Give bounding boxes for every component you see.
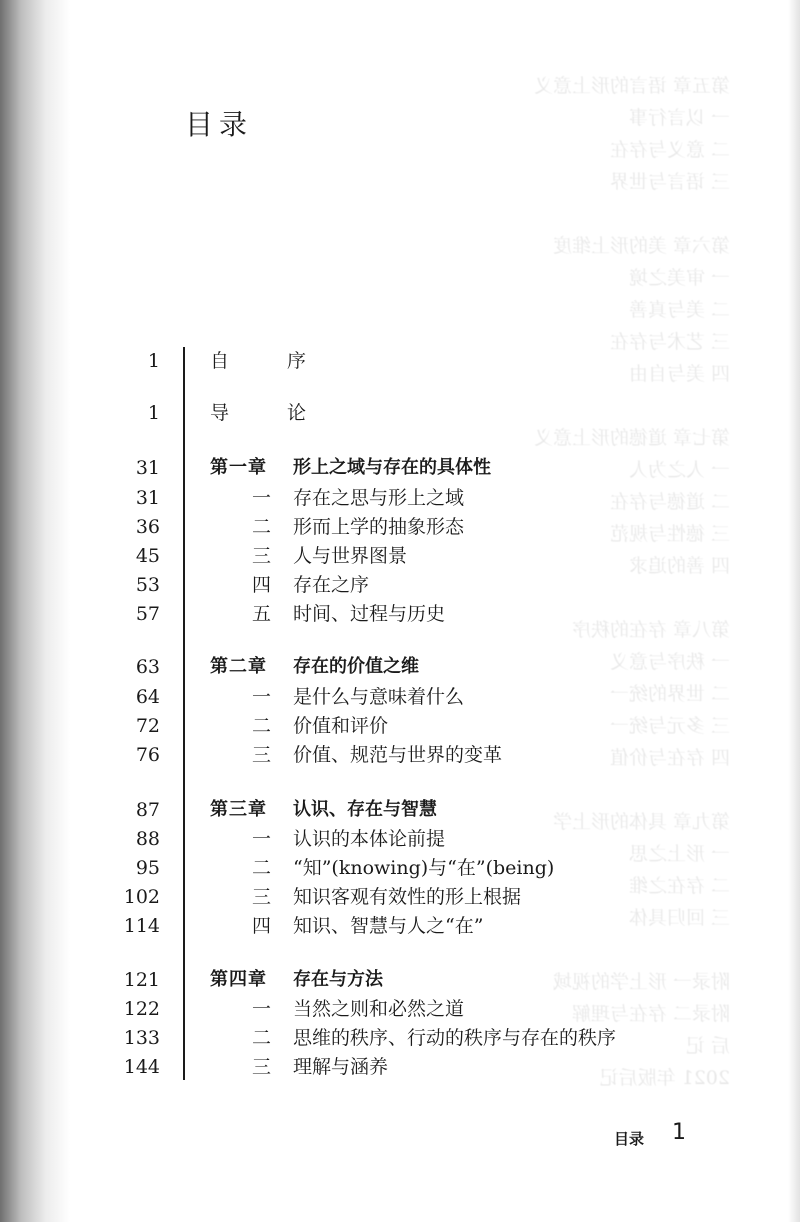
toc-page-number: 88 [135, 828, 160, 850]
toc-entry-label: 导 论 [210, 402, 333, 424]
toc-section-number: 一 [252, 998, 272, 1020]
toc-section-title: 价值和评价 [293, 715, 389, 737]
toc-section-title: 存在之思与形上之域 [293, 487, 465, 509]
toc-chapter-4 [0, 965, 800, 995]
toc-chapter-2 [0, 652, 800, 682]
toc-section-number: 五 [252, 603, 272, 625]
toc-page-number: 63 [135, 656, 160, 678]
toc-section-title: 认识的本体论前提 [293, 828, 446, 850]
toc-section [0, 512, 800, 542]
toc-chapter-title: 形上之域与存在的具体性 [293, 457, 491, 478]
toc-section-title: 当然之则和必然之道 [293, 998, 465, 1020]
toc-section [0, 1052, 800, 1082]
toc-section [0, 882, 800, 912]
toc-chapter-label: 第四章 [210, 969, 267, 990]
toc-chapter-label: 第二章 [210, 656, 267, 677]
toc-section-title: 人与世界图景 [293, 545, 408, 567]
toc-section-title: 是什么与意味着什么 [293, 686, 465, 708]
toc-section-number: 三 [252, 744, 272, 766]
toc-section-number: 四 [252, 915, 272, 937]
toc-section-number: 一 [252, 828, 272, 850]
toc-section-title: 时间、过程与历史 [293, 603, 446, 625]
toc-page-number: 87 [135, 799, 160, 821]
toc-section-number: 一 [252, 487, 272, 509]
toc-section-title: 形而上学的抽象形态 [293, 516, 465, 538]
toc-section [0, 824, 800, 854]
toc-page-number: 95 [135, 857, 160, 879]
toc-entry-preface [0, 346, 800, 376]
toc-section-number: 二 [252, 715, 272, 737]
toc-page-number: 72 [135, 715, 160, 737]
toc-section-title: 理解与涵养 [293, 1056, 389, 1078]
toc-page-number: 102 [123, 886, 160, 908]
toc-page-number: 45 [135, 545, 160, 567]
running-footer-label: 目录 [614, 1130, 645, 1148]
toc-section [0, 911, 800, 941]
toc-chapter-label: 第三章 [210, 799, 267, 820]
toc-section [0, 541, 800, 571]
toc-section-number: 二 [252, 516, 272, 538]
toc-section-title: “知”(knowing)与“在”(being) [293, 857, 555, 879]
toc-section-title: 思维的秩序、行动的秩序与存在的秩序 [293, 1027, 617, 1049]
toc-section-number: 一 [252, 686, 272, 708]
toc-section [0, 1023, 800, 1053]
toc-section-number: 三 [252, 1056, 272, 1078]
toc-page-number: 1 [147, 402, 160, 424]
show-through-text: 第五章 语言的形上意义 一 以言行事 二 意义与存在 三 语言与世界 第六章 美的形上维度 一 审美之境 二 美与真善 三 艺术与存在 四 美与自由 第七章 道德的形上意义 一 人之为人 二 道德与存在 三 德性与规范 四 善的追求 第八章 存在的秩序 一 秩序与意义 二 世界的统一 三 多元与统一 四 存在与价值 第九章 具体的形上学 一 形上之思 二 存在之维 三 回归具体 附录一 形上学的视域 附录二 存在与理解 后 记 2021 年版后记 [533, 75, 730, 1089]
toc-chapter-title: 存在的价值之维 [293, 656, 419, 677]
toc-chapter-3 [0, 795, 800, 825]
toc-page-number: 64 [135, 686, 160, 708]
toc-section [0, 994, 800, 1024]
toc-section-number: 二 [252, 857, 272, 879]
page-title: 目录 [185, 107, 254, 141]
toc-section-title: 存在之序 [293, 574, 370, 596]
toc-page-number: 53 [135, 574, 160, 596]
toc-section-number: 四 [252, 574, 272, 596]
toc-section-number: 三 [252, 545, 272, 567]
toc-chapter-title: 认识、存在与智慧 [293, 799, 437, 820]
toc-section-number: 二 [252, 1027, 272, 1049]
toc-page-number: 144 [123, 1056, 160, 1078]
toc-section-title: 知识、智慧与人之“在” [293, 915, 484, 937]
toc-section [0, 570, 800, 600]
toc-section [0, 740, 800, 770]
toc-section [0, 711, 800, 741]
toc-section [0, 599, 800, 629]
toc-page-number: 76 [135, 744, 160, 766]
toc-page-number: 1 [147, 350, 160, 372]
toc-chapter-label: 第一章 [210, 457, 267, 478]
toc-chapter-1 [0, 453, 800, 483]
toc-section-title: 知识客观有效性的形上根据 [293, 886, 522, 908]
toc-entry-label: 自 序 [210, 350, 333, 372]
toc-page-number: 57 [135, 603, 160, 625]
toc-section [0, 483, 800, 513]
toc-section [0, 682, 800, 712]
toc-section-number: 三 [252, 886, 272, 908]
toc-section [0, 853, 800, 883]
toc-page-number: 122 [123, 998, 160, 1020]
toc-page-number: 31 [135, 487, 160, 509]
toc-entry-introduction [0, 398, 800, 428]
toc-page-number: 133 [123, 1027, 160, 1049]
toc-section-title: 价值、规范与世界的变革 [293, 744, 503, 766]
toc-page-number: 36 [135, 516, 160, 538]
toc-page-number: 114 [123, 915, 160, 937]
toc-chapter-title: 存在与方法 [293, 969, 383, 990]
page-number: 1 [672, 1120, 686, 1145]
toc-page-number: 121 [123, 969, 160, 991]
toc-page-number: 31 [135, 457, 160, 479]
